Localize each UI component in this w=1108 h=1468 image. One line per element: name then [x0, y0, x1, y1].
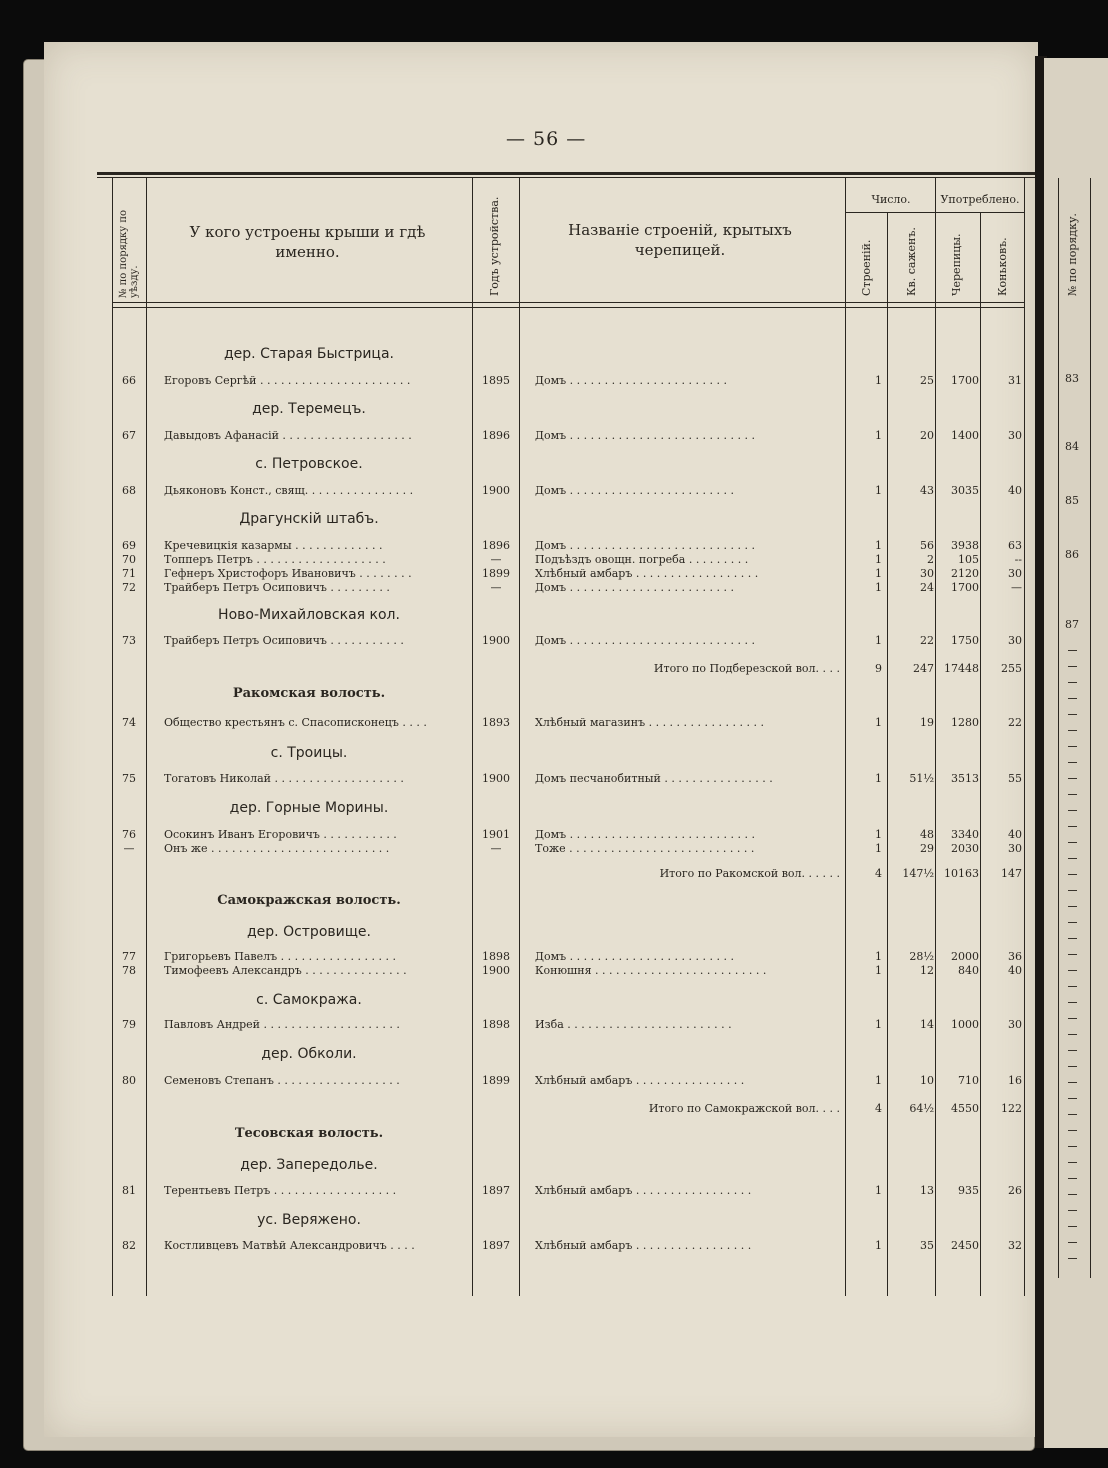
group-heading: дер. Теремецъ.	[252, 401, 366, 417]
row-owner: Терентьевъ Петръ . . . . . . . . . . . . . . . . . .	[164, 1184, 397, 1197]
dash-mark	[1068, 1034, 1077, 1035]
table-row	[0, 484, 1022, 497]
row-tiles: 3938	[951, 539, 979, 552]
dash-mark	[1068, 666, 1077, 667]
dash-mark	[1068, 1114, 1077, 1115]
dash-mark	[1068, 1210, 1077, 1211]
group-heading: дер. Горные Морины.	[229, 800, 389, 816]
table-row	[0, 772, 1022, 785]
row-sq-sazhen: 19	[920, 716, 934, 729]
group-heading: ус. Веряжено.	[257, 1212, 361, 1228]
row-num: 77	[122, 950, 136, 963]
row-ridges: 63	[1008, 539, 1022, 552]
row-num: 75	[122, 772, 136, 785]
table-row	[0, 539, 1022, 552]
row-tiles: 3035	[951, 484, 979, 497]
row-buildings-count: 1	[875, 581, 882, 594]
col-rule-right	[1024, 178, 1025, 1296]
group-heading: дер. Обколи.	[261, 1046, 357, 1062]
district-heading: Тесовская волость.	[234, 1126, 384, 1141]
row-building: Конюшня . . . . . . . . . . . . . . . . . . . . . . . . .	[535, 964, 767, 977]
row-sq-sazhen: 10	[920, 1074, 934, 1087]
table-row	[0, 634, 1022, 647]
row-tiles: 3513	[951, 772, 979, 785]
row-num: 70	[122, 553, 136, 566]
header-year: Годъ устройства.	[488, 196, 501, 296]
dash-mark	[1068, 874, 1077, 875]
group-heading: дер. Старая Быстрица.	[224, 346, 394, 362]
row-num: 72	[122, 581, 136, 594]
row-num: —	[123, 842, 135, 855]
total-ridges: 147	[1001, 867, 1022, 880]
row-sq-sazhen: 2	[927, 553, 934, 566]
row-tiles: 2450	[951, 1239, 979, 1252]
top-rule	[97, 172, 1035, 175]
dash-mark	[1068, 698, 1077, 699]
total-sq-sazhen: 64½	[909, 1102, 934, 1115]
dash-mark	[1068, 794, 1077, 795]
row-sq-sazhen: 43	[920, 484, 934, 497]
row-year: 1898	[482, 950, 510, 963]
row-owner: Осокинъ Иванъ Егоровичъ . . . . . . . . . . .	[164, 828, 397, 841]
row-tiles: 2120	[951, 567, 979, 580]
dash-mark	[1068, 682, 1077, 683]
row-sq-sazhen: 51½	[909, 772, 934, 785]
col-rule-kv	[935, 178, 936, 1296]
group-heading: с. Троицы.	[270, 745, 348, 761]
col-rule-year	[519, 178, 520, 1296]
header-count-group: Число.	[871, 193, 911, 206]
dash-mark	[1068, 842, 1077, 843]
row-buildings-count: 1	[875, 553, 882, 566]
dash-mark	[1068, 1226, 1077, 1227]
dash-mark	[1068, 1258, 1077, 1259]
row-building: Домъ . . . . . . . . . . . . . . . . . . . . . . . . . . .	[535, 429, 755, 442]
row-building: Изба . . . . . . . . . . . . . . . . . . . . . . . .	[535, 1018, 732, 1031]
row-tiles: 2000	[951, 950, 979, 963]
row-sq-sazhen: 56	[920, 539, 934, 552]
header-used-group: Употреблено.	[940, 193, 1020, 206]
row-year: 1897	[482, 1239, 510, 1252]
table-row	[0, 429, 1022, 442]
table-row	[0, 716, 1022, 729]
row-num: 68	[122, 484, 136, 497]
row-buildings-count: 1	[875, 1074, 882, 1087]
row-building: Домъ . . . . . . . . . . . . . . . . . . . . . . . . . . .	[535, 828, 755, 841]
dash-mark	[1068, 1130, 1077, 1131]
row-owner: Тогатовъ Николай . . . . . . . . . . . . . . . . . . .	[164, 772, 404, 785]
dash-mark	[1068, 858, 1077, 859]
dash-mark	[1068, 1162, 1077, 1163]
row-buildings-count: 1	[875, 964, 882, 977]
row-building: Хлѣбный амбаръ . . . . . . . . . . . . . . . . .	[535, 1184, 752, 1197]
row-ridges: 30	[1008, 1018, 1022, 1031]
table-row	[0, 842, 1022, 855]
row-buildings-count: 1	[875, 1184, 882, 1197]
table-row	[0, 567, 1022, 580]
row-owner: Григорьевъ Павелъ . . . . . . . . . . . . . . . . .	[164, 950, 396, 963]
col-rule-building	[845, 178, 846, 1296]
row-num: 74	[122, 716, 136, 729]
next-page-row-num: 84	[1065, 440, 1079, 453]
total-sq-sazhen: 147½	[902, 867, 934, 880]
dash-mark	[1068, 810, 1077, 811]
row-sq-sazhen: 25	[920, 374, 934, 387]
row-num: 78	[122, 964, 136, 977]
group-heading: Драгунскій штабъ.	[239, 511, 379, 527]
header-building: Названіе строеній, крытыхъ черепицей.	[568, 221, 792, 259]
row-tiles: 2030	[951, 842, 979, 855]
row-building: Домъ . . . . . . . . . . . . . . . . . . . . . . .	[535, 374, 727, 387]
table-row	[0, 374, 1022, 387]
row-building: Тоже . . . . . . . . . . . . . . . . . . . . . . . . . . .	[535, 842, 755, 855]
dash-mark	[1068, 714, 1077, 715]
total-sq-sazhen: 247	[913, 662, 934, 675]
row-sq-sazhen: 30	[920, 567, 934, 580]
row-sq-sazhen: 29	[920, 842, 934, 855]
dash-mark	[1068, 938, 1077, 939]
row-tiles: 935	[958, 1184, 979, 1197]
row-year: —	[490, 842, 502, 855]
dash-mark	[1068, 746, 1077, 747]
row-tiles: 1000	[951, 1018, 979, 1031]
total-label: Итого по Ракомской вол. . . . . .	[659, 867, 840, 880]
next-page-row-num: 85	[1065, 494, 1079, 507]
row-num: 69	[122, 539, 136, 552]
row-buildings-count: 1	[875, 374, 882, 387]
row-sq-sazhen: 14	[920, 1018, 934, 1031]
row-ridges: —	[1011, 581, 1022, 594]
table-row	[0, 964, 1022, 977]
row-owner: Дьяконовъ Конст., свящ. . . . . . . . . . . . . . . .	[164, 484, 414, 497]
total-row	[0, 662, 1022, 675]
header-num: № по порядку по уѣзду.	[118, 209, 140, 298]
row-tiles: 840	[958, 964, 979, 977]
table-row	[0, 828, 1022, 841]
group-heading: с. Самокража.	[256, 992, 362, 1008]
row-buildings-count: 1	[875, 772, 882, 785]
dash-mark	[1068, 1018, 1077, 1019]
row-year: 1896	[482, 539, 510, 552]
row-tiles: 105	[958, 553, 979, 566]
row-owner: Гефнеръ Христофоръ Ивановичъ . . . . . . . .	[164, 567, 412, 580]
row-tiles: 1400	[951, 429, 979, 442]
row-tiles: 710	[958, 1074, 979, 1087]
total-row	[0, 1102, 1022, 1115]
next-page-row-num: 83	[1065, 372, 1079, 385]
row-year: 1900	[482, 772, 510, 785]
row-buildings-count: 1	[875, 842, 882, 855]
row-owner: Семеновъ Степанъ . . . . . . . . . . . . . . . . . .	[164, 1074, 400, 1087]
row-owner: Егоровъ Сергѣй . . . . . . . . . . . . . . . . . . . . . .	[164, 374, 411, 387]
row-sq-sazhen: 48	[920, 828, 934, 841]
group-heading: с. Петровское.	[255, 456, 363, 472]
dash-mark	[1068, 1082, 1077, 1083]
row-num: 71	[122, 567, 136, 580]
dash-mark	[1068, 986, 1077, 987]
row-owner: Топперъ Петръ . . . . . . . . . . . . . . . . . . .	[164, 553, 386, 566]
row-sq-sazhen: 35	[920, 1239, 934, 1252]
row-year: 1900	[482, 964, 510, 977]
row-ridges: 32	[1008, 1239, 1022, 1252]
row-building: Хлѣбный амбаръ . . . . . . . . . . . . . . . .	[535, 1074, 745, 1087]
row-tiles: 1700	[951, 581, 979, 594]
row-buildings-count: 1	[875, 716, 882, 729]
dash-mark	[1068, 970, 1077, 971]
row-num: 79	[122, 1018, 136, 1031]
dash-mark	[1068, 890, 1077, 891]
group-heading: Ново-Михайловская кол.	[218, 607, 400, 623]
table-row	[0, 553, 1022, 566]
row-year: —	[490, 553, 502, 566]
row-sq-sazhen: 22	[920, 634, 934, 647]
total-buildings: 4	[875, 1102, 882, 1115]
row-buildings-count: 1	[875, 634, 882, 647]
row-owner: Общество крестьянъ с. Спасописконецъ . . . .	[164, 716, 427, 729]
next-page-row-num: 86	[1065, 548, 1079, 561]
row-year: 1901	[482, 828, 510, 841]
group-heading: дер. Запередолье.	[240, 1157, 378, 1173]
row-ridges: 30	[1008, 429, 1022, 442]
row-num: 76	[122, 828, 136, 841]
dash-mark	[1068, 762, 1077, 763]
header-sq-sazhen: Кв. саженъ.	[905, 227, 918, 296]
row-building: Домъ . . . . . . . . . . . . . . . . . . . . . . . .	[535, 484, 734, 497]
row-num: 73	[122, 634, 136, 647]
dash-mark	[1068, 1066, 1077, 1067]
total-ridges: 255	[1001, 662, 1022, 675]
header-tiles: Черепицы.	[950, 233, 963, 296]
row-buildings-count: 1	[875, 484, 882, 497]
row-year: 1899	[482, 1074, 510, 1087]
row-tiles: 1700	[951, 374, 979, 387]
row-ridges: 40	[1008, 828, 1022, 841]
row-building: Домъ песчанобитный . . . . . . . . . . . . . . . .	[535, 772, 773, 785]
dash-mark	[1068, 1178, 1077, 1179]
row-year: 1896	[482, 429, 510, 442]
row-building: Домъ . . . . . . . . . . . . . . . . . . . . . . . .	[535, 950, 734, 963]
row-num: 82	[122, 1239, 136, 1252]
row-owner: Тимофеевъ Александръ . . . . . . . . . . . . . . .	[164, 964, 407, 977]
row-ridges: 40	[1008, 964, 1022, 977]
row-num: 66	[122, 374, 136, 387]
total-tiles: 17448	[944, 662, 979, 675]
row-building: Хлѣбный амбаръ . . . . . . . . . . . . . . . . .	[535, 1239, 752, 1252]
table-row	[0, 1074, 1022, 1087]
row-num: 67	[122, 429, 136, 442]
dash-mark	[1068, 730, 1077, 731]
total-row	[0, 867, 1022, 880]
row-sq-sazhen: 20	[920, 429, 934, 442]
row-year: 1900	[482, 484, 510, 497]
row-sq-sazhen: 12	[920, 964, 934, 977]
table-row	[0, 1184, 1022, 1197]
row-building: Хлѣбный магазинъ . . . . . . . . . . . . . . . . .	[535, 716, 764, 729]
dash-mark	[1068, 1050, 1077, 1051]
row-owner: Костливцевъ Матвѣй Александровичъ . . . .	[164, 1239, 415, 1252]
header-who: У кого устроены крыши и гдѣ именно.	[189, 223, 426, 261]
dash-mark	[1068, 922, 1077, 923]
row-year: 1897	[482, 1184, 510, 1197]
dash-mark	[1068, 1098, 1077, 1099]
row-building: Подъѣздъ овощн. погреба . . . . . . . . .	[535, 553, 749, 566]
dash-mark	[1068, 1002, 1077, 1003]
dash-mark	[1068, 1146, 1077, 1147]
dash-mark	[1068, 1242, 1077, 1243]
total-buildings: 4	[875, 867, 882, 880]
row-ridges: --	[1014, 553, 1022, 566]
dash-mark	[1068, 1194, 1077, 1195]
row-building: Хлѣбный амбаръ . . . . . . . . . . . . . . . . . .	[535, 567, 759, 580]
district-heading: Самокражская волость.	[217, 893, 401, 908]
header-next-page-num: № по порядку.	[1066, 213, 1079, 296]
row-building: Домъ . . . . . . . . . . . . . . . . . . . . . . . . . . .	[535, 539, 755, 552]
row-ridges: 22	[1008, 716, 1022, 729]
dash-mark	[1068, 650, 1077, 651]
row-ridges: 40	[1008, 484, 1022, 497]
row-sq-sazhen: 13	[920, 1184, 934, 1197]
row-buildings-count: 1	[875, 950, 882, 963]
row-tiles: 3340	[951, 828, 979, 841]
row-ridges: 30	[1008, 567, 1022, 580]
dash-mark	[1068, 906, 1077, 907]
row-buildings-count: 1	[875, 539, 882, 552]
row-num: 81	[122, 1184, 136, 1197]
row-buildings-count: 1	[875, 1239, 882, 1252]
row-year: 1893	[482, 716, 510, 729]
row-buildings-count: 1	[875, 828, 882, 841]
row-year: 1899	[482, 567, 510, 580]
row-buildings-count: 1	[875, 1018, 882, 1031]
row-ridges: 16	[1008, 1074, 1022, 1087]
dash-mark	[1068, 826, 1077, 827]
group-heading: дер. Островище.	[246, 924, 371, 940]
total-buildings: 9	[875, 662, 882, 675]
row-ridges: 26	[1008, 1184, 1022, 1197]
row-num: 80	[122, 1074, 136, 1087]
row-owner: Павловъ Андрей . . . . . . . . . . . . . . . . . . . .	[164, 1018, 400, 1031]
next-page-rule	[1058, 178, 1059, 1278]
next-page-row-num: 87	[1065, 618, 1079, 631]
row-tiles: 1280	[951, 716, 979, 729]
row-ridges: 55	[1008, 772, 1022, 785]
row-ridges: 30	[1008, 842, 1022, 855]
row-building: Домъ . . . . . . . . . . . . . . . . . . . . . . . . . . .	[535, 634, 755, 647]
total-tiles: 4550	[951, 1102, 979, 1115]
row-ridges: 30	[1008, 634, 1022, 647]
row-owner: Кречевицкія казармы . . . . . . . . . . . . .	[164, 539, 383, 552]
row-owner: Давыдовъ Афанасій . . . . . . . . . . . . . . . . . . .	[164, 429, 412, 442]
row-sq-sazhen: 28½	[909, 950, 934, 963]
table-row	[0, 950, 1022, 963]
row-buildings-count: 1	[875, 429, 882, 442]
row-year: 1895	[482, 374, 510, 387]
row-year: —	[490, 581, 502, 594]
total-tiles: 10163	[944, 867, 979, 880]
table-row	[0, 1239, 1022, 1252]
page-number: — 56 —	[506, 128, 587, 150]
row-owner: Трайберъ Петръ Осиповичъ . . . . . . . . .	[164, 581, 390, 594]
table-row	[0, 581, 1022, 594]
col-rule-who	[472, 178, 473, 1296]
row-ridges: 31	[1008, 374, 1022, 387]
table-row	[0, 1018, 1022, 1031]
row-owner: Онъ же . . . . . . . . . . . . . . . . . . . . . . . . . .	[164, 842, 390, 855]
row-owner: Трайберъ Петръ Осиповичъ . . . . . . . . . . .	[164, 634, 404, 647]
top-rule-thin	[97, 177, 1035, 178]
row-ridges: 36	[1008, 950, 1022, 963]
header-ridges: Коньковъ.	[996, 237, 1009, 296]
district-heading: Ракомская волость.	[232, 686, 386, 701]
row-buildings-count: 1	[875, 567, 882, 580]
row-tiles: 1750	[951, 634, 979, 647]
dash-mark	[1068, 778, 1077, 779]
row-sq-sazhen: 24	[920, 581, 934, 594]
col-rule-left	[112, 178, 113, 1296]
row-building: Домъ . . . . . . . . . . . . . . . . . . . . . . . .	[535, 581, 734, 594]
row-year: 1900	[482, 634, 510, 647]
total-label: Итого по Подберезской вол. . . .	[653, 662, 840, 675]
next-page-rule-2	[1090, 178, 1091, 1278]
total-ridges: 122	[1001, 1102, 1022, 1115]
header-buildings: Строеній.	[860, 239, 873, 296]
total-label: Итого по Самокражской вол. . . .	[648, 1102, 840, 1115]
row-year: 1898	[482, 1018, 510, 1031]
dash-mark	[1068, 954, 1077, 955]
